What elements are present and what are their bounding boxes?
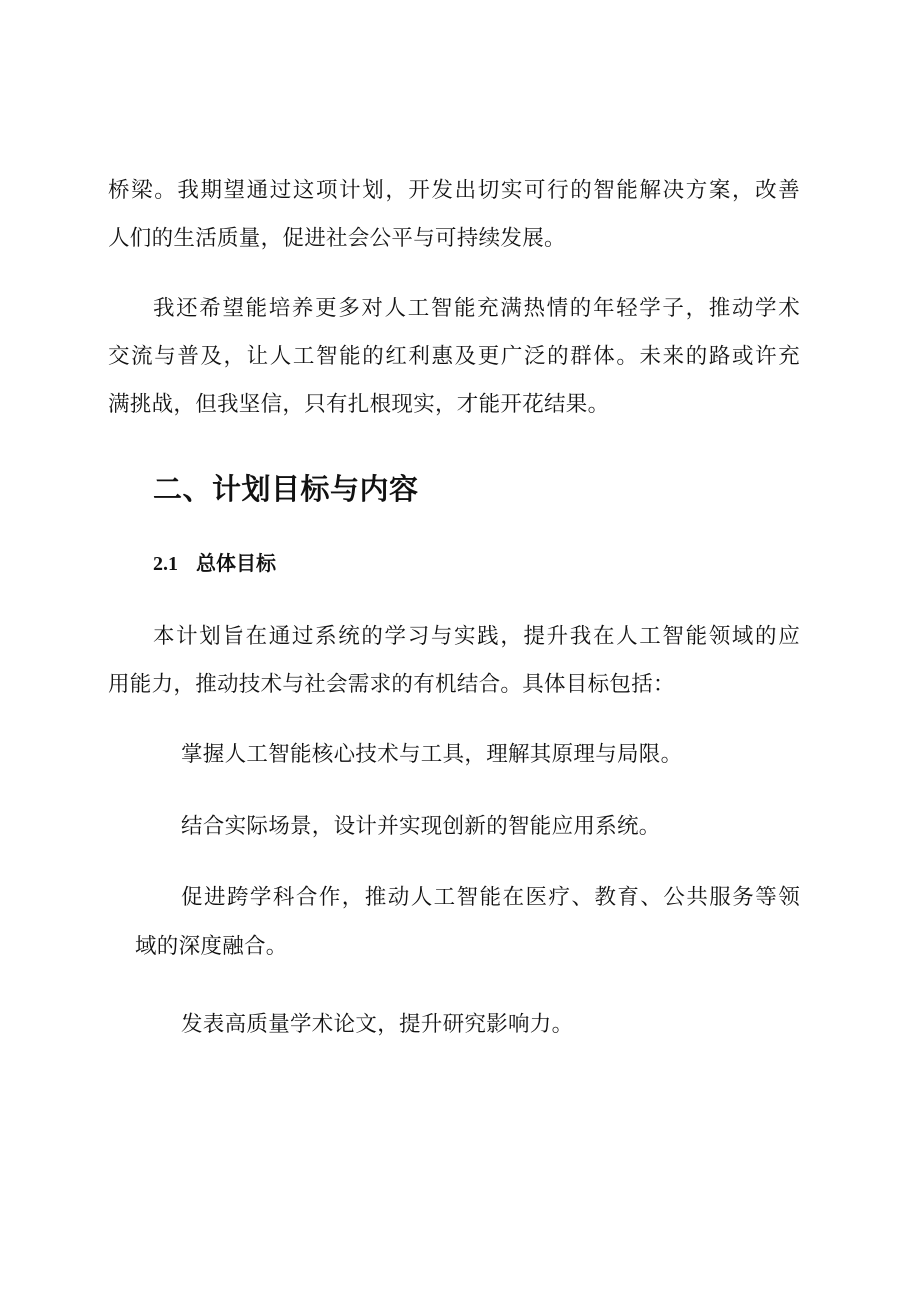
subsection-title: 总体目标 [196, 551, 276, 575]
paragraph-1-line-1: 桥梁。我期望通过这项计划，开发出切实可行的智能解决方案，改善 [108, 178, 800, 203]
paragraph-3-line-1: 本计划旨在通过系统的学习与实践，提升我在人工智能领域的应 [153, 624, 800, 649]
goal-item-1: 掌握人工智能核心技术与工具，理解其原理与局限。 [181, 742, 683, 767]
goal-item-3-line-2: 域的深度融合。 [135, 934, 288, 959]
goal-item-2: 结合实际场景，设计并实现创新的智能应用系统。 [181, 814, 661, 839]
section-heading: 二、计划目标与内容 [153, 472, 419, 506]
goal-item-4: 发表高质量学术论文，提升研究影响力。 [181, 1012, 574, 1037]
paragraph-2-line-1: 我还希望能培养更多对人工智能充满热情的年轻学子，推动学术 [153, 296, 800, 321]
paragraph-3-line-2: 用能力，推动技术与社会需求的有机结合。具体目标包括： [108, 672, 675, 697]
subsection-number: 2.1 [153, 553, 178, 575]
goal-item-3-line-1: 促进跨学科合作，推动人工智能在医疗、教育、公共服务等领 [181, 885, 800, 910]
paragraph-2-line-3: 满挑战，但我坚信，只有扎根现实，才能开花结果。 [108, 392, 610, 417]
paragraph-1-line-2: 人们的生活质量，促进社会公平与可持续发展。 [108, 226, 566, 251]
subsection-heading [153, 548, 276, 579]
paragraph-2-line-2: 交流与普及，让人工智能的红利惠及更广泛的群体。未来的路或许充 [108, 344, 800, 369]
